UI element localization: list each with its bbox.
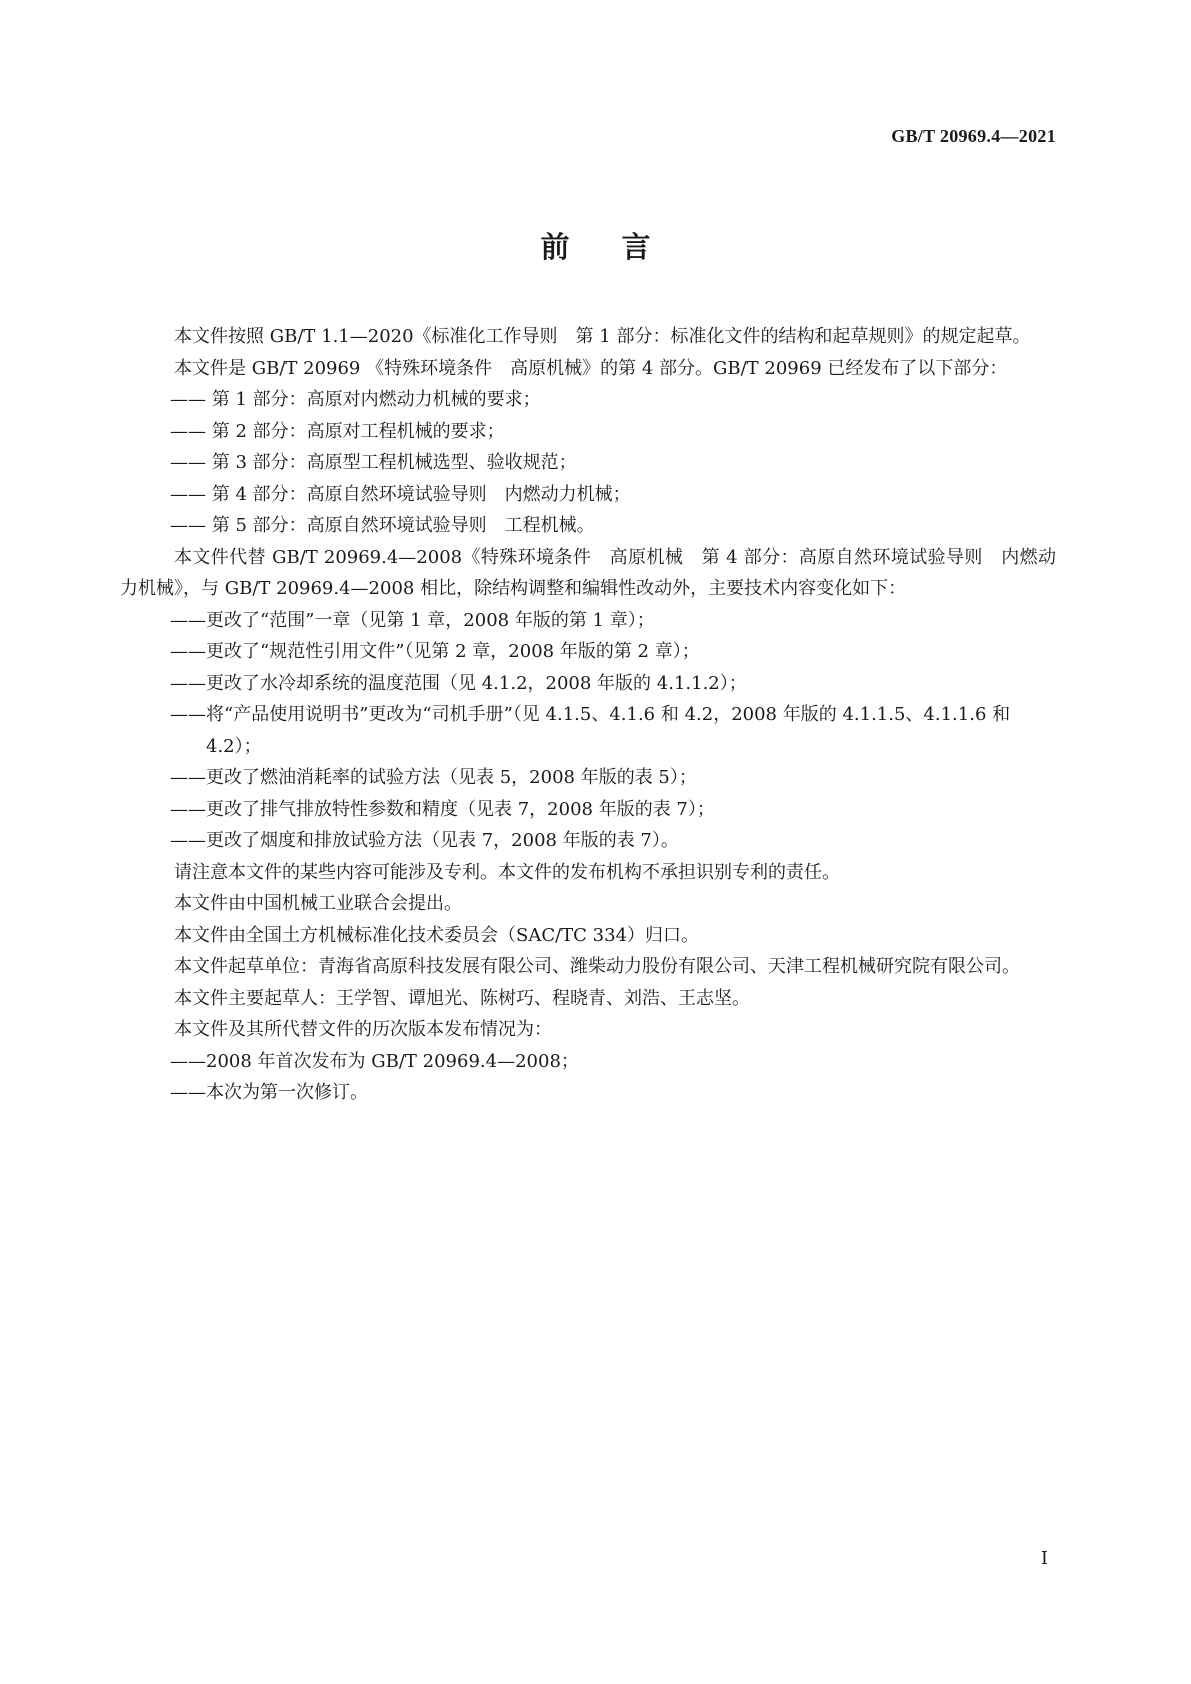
standard-code: GB/T 20969.4—2021 (891, 126, 1056, 146)
list-item: —— 第 1 部分：高原对内燃动力机械的要求； (170, 389, 541, 410)
list-item: ——更改了“范围”一章（见第 1 章，2008 年版的第 1 章）； (170, 609, 655, 631)
foreword-body (120, 321, 1056, 1109)
list-item: —— 第 3 部分：高原型工程机械选型、验收规范； (170, 452, 577, 473)
list-item: ——将“产品使用说明书”更改为“司机手册”（见 4.1.5、4.1.6 和 4.2，2008 年版的 4.1.1.5、4.1.1.6 和 4.2）； (170, 704, 1011, 757)
list-item: —— 第 4 部分：高原自然环境试验导则 内燃动力机械； (170, 483, 631, 505)
paragraph: 本文件起草单位：青海省高原科技发展有限公司、潍柴动力股份有限公司、天津工程机械研究院有限公司。 (174, 956, 1020, 977)
page-number: I (1040, 1548, 1048, 1569)
list-item: —— 第 2 部分：高原对工程机械的要求； (170, 420, 505, 442)
list-item: ——本次为第一次修订。 (170, 1082, 368, 1103)
list-item: ——更改了烟度和排放试验方法（见表 7，2008 年版的表 7）。 (170, 830, 679, 851)
paragraph: 本文件是 GB/T 20969 《特殊环境条件 高原机械》的第 4 部分。GB/T 20969 已经发布了以下部分： (174, 357, 1008, 379)
list-item: ——2008 年首次发布为 GB/T 20969.4—2008； (170, 1050, 579, 1072)
paragraph: 本文件及其所代替文件的历次版本发布情况为： (174, 1019, 552, 1040)
paragraph: 本文件主要起草人：王学智、谭旭光、陈树巧、程晓青、刘浩、王志坚。 (174, 987, 750, 1009)
page-title: 前言 (540, 230, 703, 264)
list-item: ——更改了“规范性引用文件”（见第 2 章，2008 年版的第 2 章）； (170, 641, 700, 662)
list-item: ——更改了燃油消耗率的试验方法（见表 5，2008 年版的表 5）； (170, 767, 697, 788)
list-item: ——更改了排气排放特性参数和精度（见表 7，2008 年版的表 7）； (170, 798, 715, 820)
list-item: ——更改了水冷却系统的温度范围（见 4.1.2，2008 年版的 4.1.1.2）； (170, 672, 747, 694)
list-item: —— 第 5 部分：高原自然环境试验导则 工程机械。 (170, 515, 595, 536)
paragraph: 本文件由全国土方机械标准化技术委员会（SAC/TC 334）归口。 (174, 924, 700, 946)
paragraph: 本文件按照 GB/T 1.1—2020《标准化工作导则 第 1 部分：标准化文件的结构和起草规则》的规定起草。 (174, 326, 1031, 347)
paragraph: 请注意本文件的某些内容可能涉及专利。本文件的发布机构不承担识别专利的责任。 (174, 861, 840, 883)
paragraph: 本文件代替 GB/T 20969.4—2008《特殊环境条件 高原机械 第 4 部分：高原自然环境试验导则 内燃动力机械》，与 GB/T 20969.4—2008 相比，除结构调整和编辑性改动外，主要技术内容变化如下： (120, 546, 1056, 599)
paragraph: 本文件由中国机械工业联合会提出。 (174, 893, 462, 914)
